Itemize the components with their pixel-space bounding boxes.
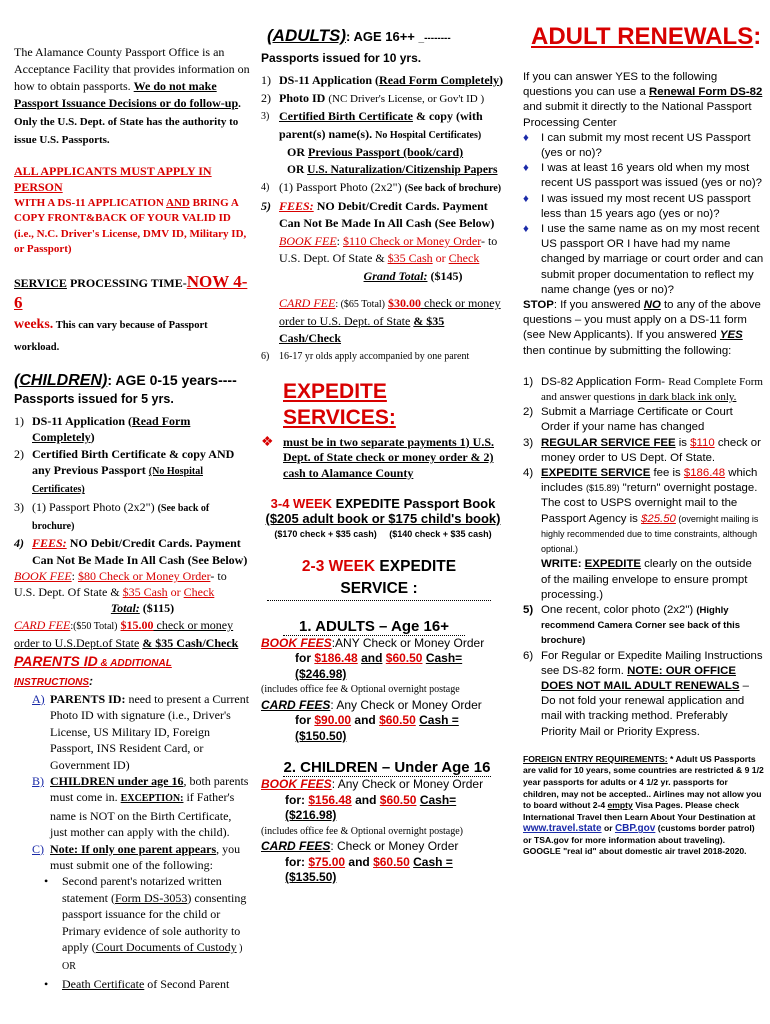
column-left (0, 0, 257, 1024)
adults-subheading: 1. ADULTS – Age 16+ (283, 619, 465, 636)
list-item: C) Note: If only one parent appears, you must submit one of the following: (32, 841, 241, 872)
diamond-icon: ♦ (523, 192, 529, 205)
list-item: 3) Certified Birth Certificate & copy (with parent(s) name(s). No Hospital Certificates) (261, 109, 483, 141)
list-item: 3) (1) Passport Photo (2x2") (See back of brochure) (14, 499, 210, 532)
column-right (507, 0, 770, 1024)
all-apply-heading: ALL APPLICANTS MUST APPLY IN PERSON (14, 164, 212, 195)
or-naturalization: OR U.S. Naturalization/Citizenship Papers (287, 163, 498, 176)
list-item: ♦ I can submit my most recent US Passport (yes or no)? (523, 131, 764, 161)
expedite-3-4-prices: ($205 adult book or $175 child's book) (265, 511, 501, 527)
children-subheading: 2. CHILDREN – Under Age 16 (283, 759, 491, 777)
adult-requirements (261, 72, 505, 285)
adult-grand-total: Grand Total: ($145) (363, 268, 463, 283)
children-heading: (CHILDREN): AGE 0-15 years---- (14, 371, 237, 389)
list-item: • Death Certificate of Second Parent (44, 976, 230, 991)
renewal-steps (523, 375, 764, 740)
list-item: B) CHILDREN under age 16, both parents must come in. EXCEPTION: if Father's name is NOT on the Birth Certificate, just mother can apply with the child). (32, 773, 249, 840)
renewal-intro: If you can answer YES to the following questions you can use a Renewal Form DS-82 and submit it directly to the National Passport Processing Center (523, 71, 763, 129)
expedite-heading: EXPEDITE SERVICES: (283, 379, 396, 429)
expedite-2-3-week: 2-3 WEEK EXPEDITE SERVICE : (267, 556, 491, 601)
children-total: Total: ($115) (110, 601, 175, 616)
list-item: 5) FEES: NO Debit/Credit Cards. Payment Can Not Be Made In All Cash (See Below) (261, 198, 495, 231)
children-card-fee: CARD FEE:($50 Total) $15.00 check or money order to U.S.Dept.of State & $35 Cash/Check (14, 617, 239, 651)
parents-instructions (14, 691, 251, 992)
list-item: ♦ I use the same name as on my most recent US passport OR I have had my name changed by marriage or court order and can submit proper documentation to reflect my name change (yes or no)? (523, 222, 764, 298)
list-item: 5) One recent, color photo (2x2") (Highly recommend Camera Corner see back of this brochure) (523, 603, 741, 647)
list-item: A) PARENTS ID: need to present a Current Photo ID with signature (i.e., Driver's License, US Military ID, Foreign Passport, INS Resident Card, or Government ID) (32, 691, 250, 772)
travel-state-link[interactable]: www.travel.state (523, 823, 602, 835)
adult-card-fee: CARD FEE: ($65 Total) $30.00 check or money order to U.S. Dept. of State & $35 Cash/Check (279, 296, 501, 346)
foreign-entry-requirements: FOREIGN ENTRY REQUIREMENTS: * Adult US Passports are valid for 10 years, some countries are restricted & 9 1/2 year passports for adults or 4 1/2 yr. passports for children, may not be accepted.. Airlines may not allow you to board without 2-4 empty Visa Pages. Please check International Travel then Learn About Your Destination at www.travel.state or CBP.gov (customs border patrol) or TSA.gov for more information about traveling). GOOGLE "real id" about domestic air travel 2018-2020. (523, 753, 764, 857)
cbp-gov-link[interactable]: CBP.gov (614, 823, 656, 835)
list-item: ♦ I was at least 16 years old when my most recent US passport was issued (yes or no)? (523, 161, 764, 191)
adult-renewals-title: ADULT RENEWALS: (531, 23, 762, 50)
list-item: 4) (1) Passport Photo (2x2") (See back of brochure) (261, 180, 502, 195)
adults-heading: (ADULTS): AGE 16++ _-------- (267, 26, 451, 45)
stop-paragraph: STOP: If you answered NO to any of the above questions – you must apply on a DS-11 form (see New Applicants). If you answered YES then continue by submitting the following: (523, 299, 761, 357)
intro-paragraph: The Alamance County Passport Office is an Acceptance Facility that provides information on how to obtain passports. We do not make Passport Issuance Decisions or do follow-up. Only the U.S. Dept. of State has the authority to issue U.S. Passports. (14, 45, 250, 146)
list-item: 2) Photo ID (NC Driver's License, or Gov't ID ) (261, 90, 485, 105)
list-item: 1) DS-82 Application Form- Read Complete Form and answer questions in dark black ink only. (523, 375, 763, 404)
processing-time: SERVICE PROCESSING TIME-NOW 4-6 weeks. This can vary because of Passport workload. (14, 271, 248, 353)
children-expedite-fees: BOOK FEES: Any Check or Money Order for: $156.48 and $60.50 Cash=($216.98) (includes office fee & Optional overnight postage) CARD FEES: Check or Money Order for: $75.00 and $60.50 Cash = ($135.50) (261, 777, 484, 885)
expedite-3-4-split: ($170 check + $35 cash) ($140 check + $35 cash) (274, 528, 492, 539)
list-item: 2) Certified Birth Certificate & copy AND any Previous Passport (No Hospital Certificates) (14, 446, 235, 496)
list-item: • Second parent's notarized written statement (Form DS-3053) consenting passport issuance for the child or Primary evidence of sole authority to apply (Court Documents of Custody ) OR (32, 873, 251, 975)
column-middle (257, 0, 507, 1024)
bullet-icon: • (44, 874, 49, 889)
adults-expedite-fees: BOOK FEES:ANY Check or Money Order for $186.48 and $60.50 Cash=($246.98) (includes office fee & Optional overnight postage CARD FEES: Any Check or Money Order for $90.00 and $60.50 Cash = ($150.50) (261, 635, 485, 743)
children-requirements (14, 413, 251, 568)
list-item: 2) Submit a Marriage Certificate or Court Order if your name has changed (523, 406, 733, 434)
list-item: ♦ I was issued my most recent US passport less than 15 years ago (yes or no)? (523, 192, 764, 222)
bullet-icon: • (44, 976, 49, 991)
list-item: 1) DS-11 Application (Read Form Completely) (14, 414, 191, 445)
parents-heading: PARENTS ID & ADDITIONAL INSTRUCTIONS: (14, 653, 172, 688)
list-item: 6) 16-17 yr olds apply accompanied by one parent (261, 351, 470, 363)
ds11-requirement: WITH A DS-11 APPLICATION AND BRING A COPY FRONT&BACK OF YOUR VALID ID (i.e., N.C. Driver's License, DMV ID, Military ID, or Passport) (14, 196, 247, 256)
expedite-3-4-week: 3-4 WEEK EXPEDITE Passport Book (270, 495, 496, 511)
adult-book-fee: BOOK FEE: $110 Check or Money Order- to U.S. Dept. Of State & $35 Cash or Check (279, 233, 498, 266)
list-item: 6) For Regular or Expedite Mailing Instructions see DS-82 form. NOTE: OUR OFFICE DOES NOT MAIL ADULT RENEWALS – Do not fold your renewal application and mail with tracking method. Preferably Priority Mail or Priority Express. (523, 649, 763, 738)
adults-validity: Passports issued for 10 yrs. (261, 50, 422, 65)
diamond-icon: ♦ (523, 162, 529, 175)
or-previous-passport: OR Previous Passport (book/card) (287, 145, 464, 160)
list-item: 4) EXPEDITE SERVICE fee is $186.48 which includes ($15.89) "return" overnight postage. The cost to USPS overnight mail to the Passport Agency is $25.50 (overnight mailing is highly recommended due to time constraints, although optional.) WRITE: EXPEDITE clearly on the outside of the mailing envelope to ensure prompt processing.) (523, 467, 759, 601)
expedite-note: ❖ must be in two separate payments 1) U.S. Dept. of State check or money order & 2) cash to Alamance County (261, 434, 494, 480)
diamond-icon: ♦ (523, 131, 529, 144)
list-item: 3) REGULAR SERVICE FEE is $110 check or money order to US Dept. Of State. (523, 436, 761, 464)
eligibility-questions (523, 131, 764, 298)
list-item: 1) DS-11 Application (Read Form Completely) (261, 73, 504, 88)
clover-icon: ❖ (261, 434, 274, 450)
children-validity: Passports issued for 5 yrs. (14, 391, 174, 406)
children-book-fee: BOOK FEE: $80 Check or Money Order- to U.S. Dept. Of State & $35 Cash or Check (14, 568, 227, 600)
diamond-icon: ♦ (523, 223, 529, 236)
list-item: 4) FEES: NO Debit/Credit Cards. Payment Can Not Be Made In All Cash (See Below) (14, 536, 248, 567)
